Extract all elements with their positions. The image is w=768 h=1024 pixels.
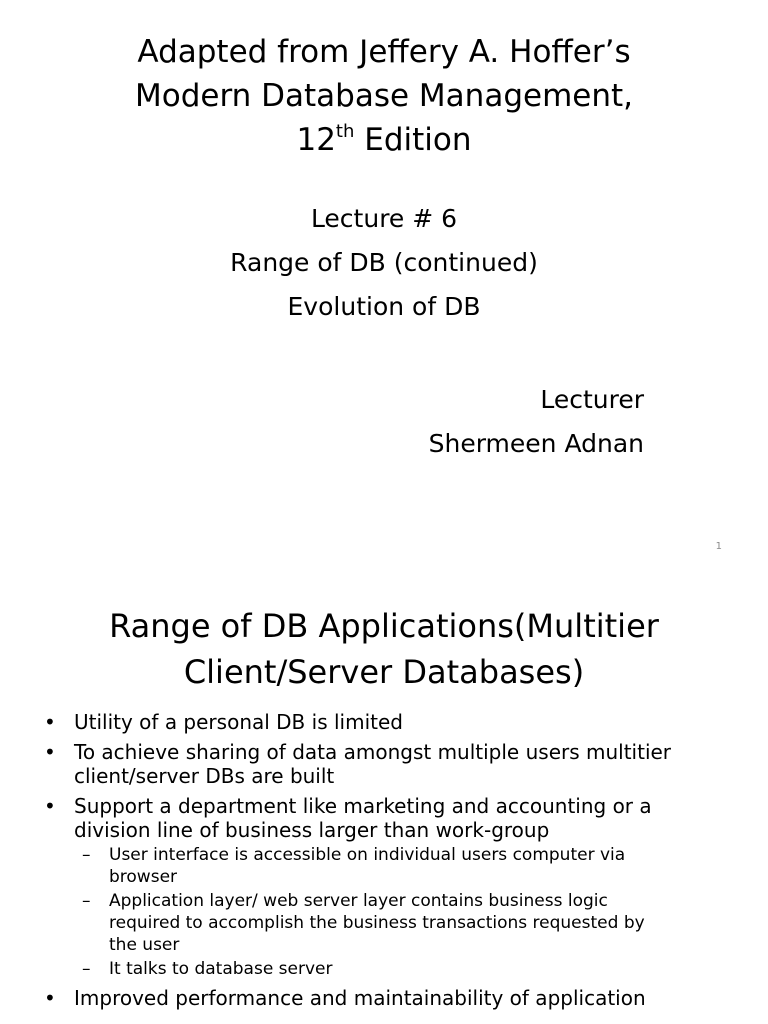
bullet-line: – Application layer/ web server layer contains business logic [109,891,608,911]
bullet-line: division line of business larger than work-group [74,818,550,842]
bullet-line: • Support a department like marketing and accounting or a [74,794,652,818]
edition-word: Edition [354,122,472,158]
lecturer-name: Shermeen Adnan [428,429,644,458]
bullet-item [0,986,768,1010]
slide-2-title-line-2: Client/Server Databases) [183,653,585,691]
sub-bullet-item [0,958,768,980]
subtitle-line-3: Evolution of DB [287,292,481,321]
bullet-item [0,740,768,788]
bullet-text [109,890,768,956]
slide-1-title [0,30,768,162]
sub-bullet-item [0,844,768,888]
bullet-line: required to accomplish the business transactions requested by [109,913,645,933]
edition-suffix: th [335,121,355,142]
bullet-item [0,710,768,734]
bullet-text [109,844,768,888]
bullet-line: browser [109,867,178,887]
title-line-2: Modern Database Management, [135,78,633,114]
bullet-list [0,710,768,1016]
slide-2-title-line-1: Range of DB Applications(Multitier [109,607,659,645]
bullet-text [109,958,768,980]
bullet-line: • Improved performance and maintainability of application [74,986,646,1010]
slide-2-title [0,603,768,695]
bullet-line: – It talks to database server [109,959,333,979]
title-line-3 [0,118,768,162]
sub-bullet-item [0,890,768,956]
bullet-line: client/server DBs are built [74,764,335,788]
bullet-line: the user [109,935,180,955]
bullet-line: • To achieve sharing of data amongst multiple users multitier [74,740,672,764]
slide-2 [0,576,768,1024]
bullet-text [74,986,768,1010]
page-number: 1 [715,541,722,552]
lecturer-label: Lecturer [540,385,644,414]
bullet-item [0,794,768,842]
subtitle-line-2: Range of DB (continued) [230,248,538,277]
bullet-text [74,794,768,842]
title-line-1: Adapted from Jeffery A. Hoffer’s [137,34,631,70]
lecturer-info [429,378,644,466]
bullet-line: • Utility of a personal DB is limited [74,710,403,734]
bullet-text [74,710,768,734]
subtitle-line-1: Lecture # 6 [310,204,458,233]
bullet-text [74,740,768,788]
bullet-line: – User interface is accessible on individual users computer via [109,845,626,865]
edition-number: 12 [296,122,336,158]
slide-1-subtitle [0,197,768,329]
